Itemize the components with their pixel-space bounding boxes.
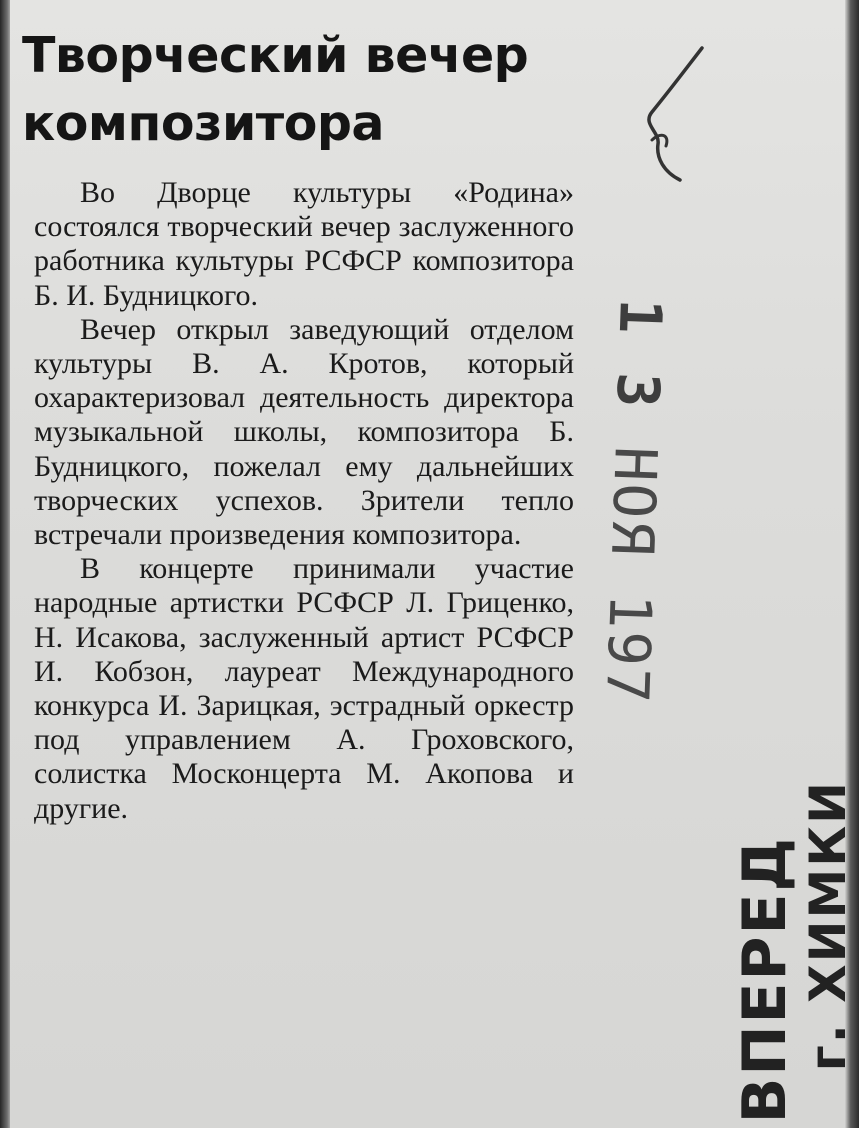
pen-mark-icon — [630, 40, 720, 190]
article-body — [34, 176, 574, 826]
article-paragraph-3: В концерте принимали участие народные артистки РСФСР Л. Гриценко, Н. Исакова, заслуженный артист РСФСР И. Кобзон, лауреат Международного конкурса И. Зарицкая, эстрадный оркестр под управлением А. Гроховского, солистка Москонцерта М. Акопова и другие. — [34, 552, 574, 825]
article-paragraph-2: Вечер открыл заведующий отделом культуры В. А. Кротов, который охарактеризовал деятельность директора музыкальной школы, композитора Б. Будницкого, пожелал ему дальнейших творческих успехов. Зрители тепло встречали произведения композитора. — [34, 312, 574, 552]
source-stamp-newspaper: ВПЕРЕД — [730, 836, 800, 1124]
article-headline: Творческий вечер композитора — [22, 27, 529, 152]
article-paragraph-1: Во Дворце культуры «Родина» состоялся творческий вечер заслуженного работника культуры РСФСР композитора Б. И. Будницкого. — [34, 176, 574, 312]
date-stamp — [593, 298, 675, 706]
date-stamp-month-year: НОЯ 197 — [592, 445, 670, 706]
date-stamp-day: 1 3 — [603, 297, 675, 411]
source-stamp — [732, 780, 858, 1123]
source-stamp-city: г. ХИМКИ — [799, 780, 857, 1072]
